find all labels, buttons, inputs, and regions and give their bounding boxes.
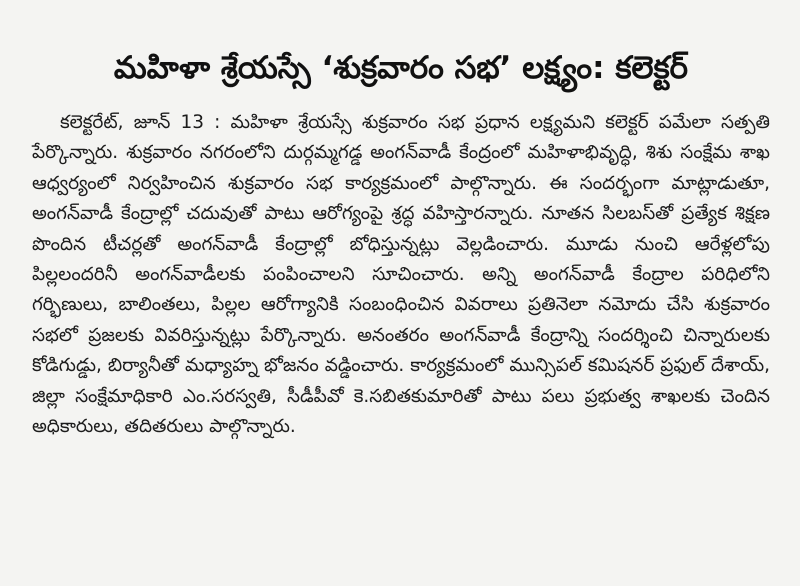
article-body: కలెక్టరేట్, జూన్ 13 : మహిళా శ్రేయస్సే శుక్రవారం సభ ప్రధాన లక్ష్యమని కలెక్టర్ పమేలా సత్పతి పేర్కొన్నారు. శుక్రవారం నగరంలోని దుర్గమ్మగడ్డ అంగన్‌వాడీ కేంద్రంలో మహిళాభివృద్ధి, శిశు సంక్షేమ శాఖ ఆధ్వర్యంలో నిర్వహించిన శుక్రవారం సభ కార్యక్రమంలో పాల్గొన్నారు. ఈ సందర్భంగా మాట్లాడుతూ, అంగన్‌వాడీ కేంద్రాల్లో చదువుతో పాటు ఆరోగ్యంపై శ్రద్ధ వహిస్తారన్నారు. నూతన సిలబస్‌తో ప్రత్యేక శిక్షణ పొందిన టీచర్లతో అంగన్‌వాడీ కేంద్రాల్లో బోధిస్తున్నట్లు వెల్లడించారు. మూడు నుంచి ఆరేళ్లలోపు పిల్లలందరినీ అంగన్‌వాడీలకు పంపించాలని సూచించారు. అన్ని అంగన్‌వాడీ కేంద్రాల పరిధిలోని గర్భిణులు, బాలింతలు, పిల్లల ఆరోగ్యానికి సంబంధించిన వివరాలు ప్రతినెలా నమోదు చేసి శుక్రవారం సభలో ప్రజలకు వివరిస్తున్నట్లు పేర్కొన్నారు. అనంతరం అంగన్‌వాడీ కేంద్రాన్ని సందర్శించి చిన్నారులకు కోడిగుడ్డు, బిర్యానీతో మధ్యాహ్న భోజనం వడ్డించారు. కార్యక్రమంలో మున్సిపల్ కమిషనర్ ప్రఫుల్ దేశాయ్, జిల్లా సంక్షేమాధికారి ఎం.సరస్వతి, సీడీపీవో కె.సబితకుమారితో పాటు పలు ప్రభుత్వ శాఖలకు చెందిన అధికారులు, తదితరులు పాల్గొన్నారు. — [32, 112, 770, 438]
headline: మహిళా శ్రేయస్సే ‘శుక్రవారం సభ’ లక్ష్యం: కలెక్టర్ — [113, 50, 689, 86]
